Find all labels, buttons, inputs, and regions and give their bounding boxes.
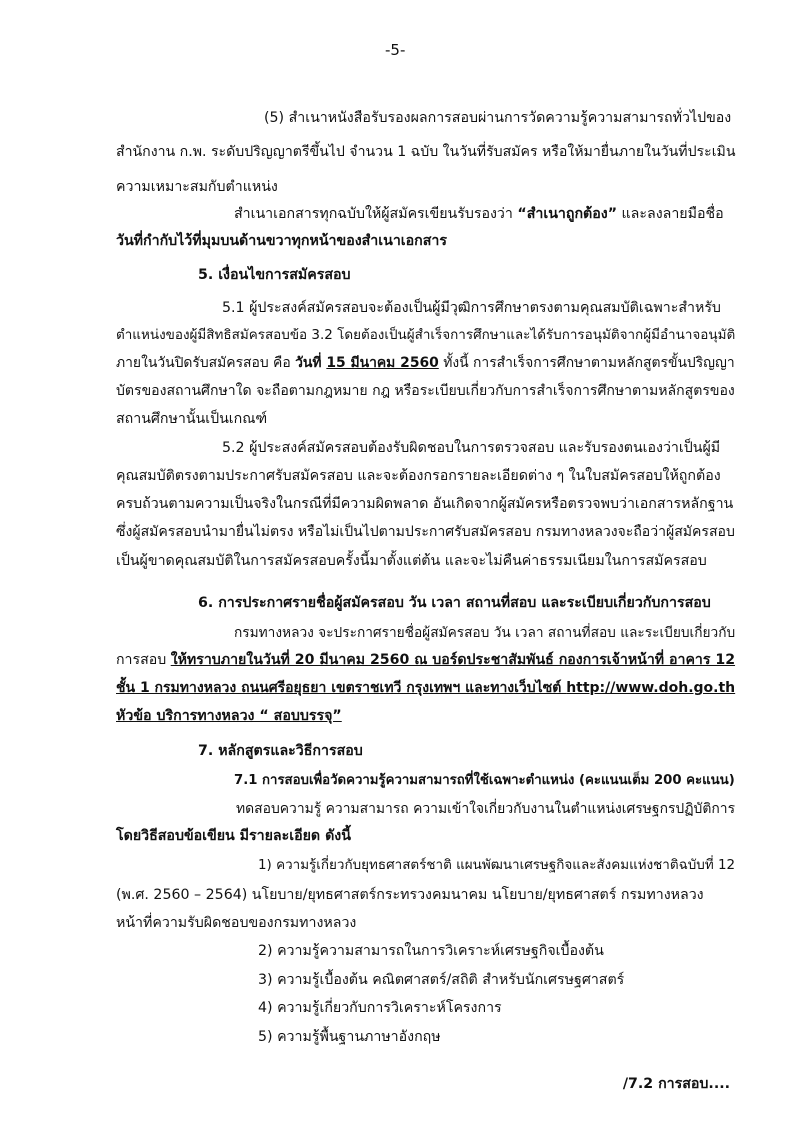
announce-date-location: ให้ทราบภายในวันที่ 20 มีนาคม 2560 ณ บอร์ดประชาสัมพันธ์ กองการเจ้าหน้าที่ อาคาร 12 (170, 652, 736, 668)
sec7-item1-line1: 1) ความรู้เกี่ยวกับยุทธศาสตร์ชาติ แผนพัฒนาเศรษฐกิจและสังคมแห่งชาติฉบับที่ 12 (258, 858, 736, 873)
sec7-item1-line2: (พ.ศ. 2560 – 2564) นโยบาย/ยุทธศาสตร์กระทรวงคมนาคม นโยบาย/ยุทธศาสตร์ กรมทางหลวง (116, 887, 704, 903)
certify-quote: “สำเนาถูกต้อง” (517, 206, 618, 222)
certify-line2: วันที่กำกับไว้ที่มุมบนด้านขวาทุกหน้าของสำเนาเอกสาร (116, 233, 447, 249)
sec7-item5: 5) ความรู้พื้นฐานภาษาอังกฤษ (258, 1029, 441, 1045)
sec6-line2-a: การสอบ (116, 652, 171, 668)
announce-address: ชั้น 1 กรมทางหลวง ถนนศรีอยุธยา เขตราชเทวี กรุงเทพฯ และทางเว็บไซต์ (116, 680, 567, 696)
sec7-item4: 4) ความรู้เกี่ยวกับการวิเคราะห์โครงการ (258, 1000, 502, 1016)
sec6-line3 (116, 678, 735, 698)
item5-line2: สำนักงาน ก.พ. ระดับปริญญาตรีขึ้นไป จำนวน 1 ฉบับ ในวันที่รับสมัคร หรือให้มายื่นภายในวันที่ประเมิน (116, 144, 736, 160)
certify-line1 (234, 204, 724, 224)
sec5-p2-line4: ซึ่งผู้สมัครสอบนำมายื่นไม่ตรง หรือไม่เป็นไปตามประกาศรับสมัครสอบ กรมทางหลวงจะถือว่าผู้สมัครสอบ (116, 524, 735, 540)
sec7-heading: 7. หลักสูตรและวิธีการสอบ (198, 743, 363, 759)
sec5-p2-line5: เป็นผู้ขาดคุณสมบัติในการสมัครสอบครั้งนี้มาตั้งแต่ต้น และจะไม่คืนค่าธรรมเนียมในการสมัครสอบ (116, 553, 707, 569)
sec6-line4: หัวข้อ บริการทางหลวง “ สอบบรรจุ” (116, 708, 342, 724)
sec7-item3: 3) ความรู้เบื้องต้น คณิตศาสตร์/สถิติ สำหรับนักเศรษฐศาสตร์ (258, 972, 625, 988)
sec5-p2-line3: ครบถ้วนตามความเป็นจริงในกรณีที่มีความผิดพลาด อันเกิดจากผู้สมัครหรือตรวจพบว่าเอกสารหลักฐาน (116, 496, 734, 512)
sec6-heading: 6. การประกาศรายชื่อผู้สมัครสอบ วัน เวลา สถานที่สอบ และระเบียบเกี่ยวกับการสอบ (198, 595, 711, 611)
sec6-line2 (116, 650, 735, 670)
sec6-line1: กรมทางหลวง จะประกาศรายชื่อผู้สมัครสอบ วัน เวลา สถานที่สอบ และระเบียบเกี่ยวกับ (234, 625, 736, 641)
sec5-p1-line3-a: ภายในวันปิดรับสมัครสอบ คือ (116, 355, 296, 371)
sec5-p2-line2: คุณสมบัติตรงตามประกาศรับสมัครสอบ และจะต้องกรอกรายละเอียดต่าง ๆ ในใบสมัครสอบให้ถูกต้อง (116, 468, 721, 484)
website-link[interactable]: http://www.doh.go.th (566, 680, 736, 696)
sec7-item1-line3: หน้าที่ความรับผิดชอบของกรมทางหลวง (116, 915, 357, 931)
sec7-line2: โดยวิธีสอบข้อเขียน มีรายละเอียด ดังนี้ (116, 828, 351, 844)
page-number: -5- (385, 41, 406, 59)
sec5-p1-line2: ตำแหน่งของผู้มีสิทธิสมัครสอบข้อ 3.2 โดยต้องเป็นผู้สำเร็จการศึกษาและได้รับการอนุมัติจากผู้มีอำนาจอนุมัติ (116, 327, 736, 343)
sec5-p2-line1: 5.2 ผู้ประสงค์สมัครสอบต้องรับผิดชอบในการตรวจสอบ และรับรองตนเองว่าเป็นผู้มี (222, 440, 721, 456)
deadline-label: วันที่ (295, 355, 327, 371)
deadline-date: 15 มีนาคม 2560 (326, 355, 439, 371)
sec5-p1-line3 (116, 353, 735, 373)
sec5-p1-line5: สถานศึกษานั้นเป็นเกณฑ์ (116, 411, 268, 427)
sec5-p1-line1: 5.1 ผู้ประสงค์สมัครสอบจะต้องเป็นผู้มีวุฒิการศึกษาตรงตามคุณสมบัติเฉพาะสำหรับ (222, 300, 721, 316)
sec7-1-heading: 7.1 การสอบเพื่อวัดความรู้ความสามารถที่ใช้เฉพาะตำแหน่ง (คะแนนเต็ม 200 คะแนน) (234, 773, 735, 788)
sec7-line1: ทดสอบความรู้ ความสามารถ ความเข้าใจเกี่ยวกับงานในตำแหน่งเศรษฐกรปฏิบัติการ (236, 801, 736, 817)
sec5-p1-line3-d: ทั้งนี้ การสำเร็จการศึกษาตามหลักสูตรขั้นปริญญา (438, 355, 735, 371)
certify-text-c: และลงลายมือชื่อ (617, 206, 724, 222)
sec5-heading: 5. เงื่อนไขการสมัครสอบ (198, 267, 351, 283)
item5-line1: (5) สำเนาหนังสือรับรองผลการสอบผ่านการวัดความรู้ความสามารถทั่วไปของ (264, 110, 732, 126)
certify-text-a: สำเนาเอกสารทุกฉบับให้ผู้สมัครเขียนรับรองว่า (234, 206, 518, 222)
continued-footer: /7.2 การสอบ.... (622, 1076, 730, 1092)
sec5-p1-line4: บัตรของสถานศึกษาใด จะถือตามกฎหมาย กฎ หรือระเบียบเกี่ยวกับการสำเร็จการศึกษาตามหลักสูตรของ (116, 383, 735, 399)
sec7-item2: 2) ความรู้ความสามารถในการวิเคราะห์เศรษฐกิจเบื้องต้น (258, 943, 604, 959)
item5-line3: ความเหมาะสมกับตำแหน่ง (116, 179, 278, 195)
